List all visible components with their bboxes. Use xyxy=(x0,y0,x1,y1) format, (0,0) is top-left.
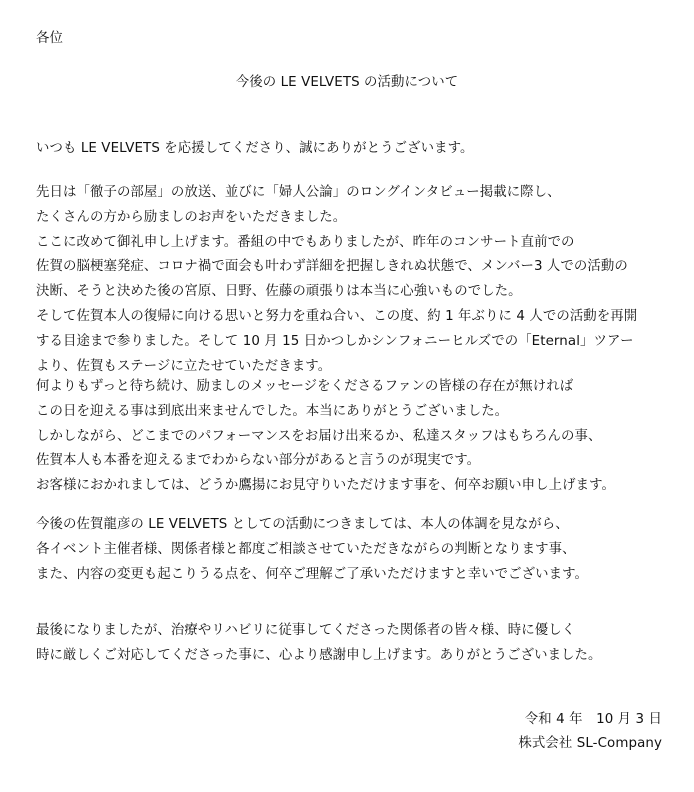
paragraph-line: また、内容の変更も起こりうる点を、何卒ご理解ご了承いただけますと幸いでございます。 xyxy=(36,566,589,582)
paragraph-line: 最後になりましたが、治療やリハビリに従事してくださった関係者の皆々様、時に優しく xyxy=(36,623,576,638)
paragraph-line: しかしながら、どこまでのパフォーマンスをお届け出来るか、私達スタッフはもちろんの事、 xyxy=(36,428,602,444)
paragraph-line: 今後の佐賀龍彦の LE VELVETS としての活動につきましては、本人の体調を見ながら、 xyxy=(36,517,569,532)
paragraph-line: 各イベント主催者様、関係者様と都度ご相談させていただきながらの判断となります事、 xyxy=(36,541,576,557)
paragraph-line: お客様におかれましては、どうか鷹揚にお見守りいただけます事を、何卒お願い申し上げます。 xyxy=(36,478,616,494)
paragraph-greeting xyxy=(36,137,473,162)
paragraph-line: より、佐賀もステージに立たせていただきます。 xyxy=(36,358,332,374)
paragraph-line: する目途まで参りました。そして 10 月 15 日かつしかシンフォニーヒルズでの「Eternal」ツアー xyxy=(36,333,634,349)
paragraph-line: 時に厳しくご対応してくださった事に、心より感謝申し上げます。ありがとうございました。 xyxy=(36,647,602,663)
salutation: 各位 xyxy=(36,31,63,46)
document-date: 令和 4 年 10 月 3 日 xyxy=(524,712,662,727)
paragraph-line: 決断、そうと決めた後の宮原、日野、佐藤の頑張りは本当に心強いものでした。 xyxy=(36,284,522,300)
paragraph-line: いつも LE VELVETS を応援してくださり、誠にありがとうございます。 xyxy=(36,141,474,156)
paragraph-thanks-fans xyxy=(36,375,615,499)
paragraph-line: 佐賀本人も本番を迎えるまでわからない部分があると言うのが現実です。 xyxy=(36,453,481,469)
paragraph-line: 佐賀の脳梗塞発症、コロナ禍で面会も叶わず詳細を把握しきれぬ状態で、メンバー3 人での活動の xyxy=(36,259,628,275)
paragraph-future-activities xyxy=(36,513,588,587)
paragraph-announcement xyxy=(36,181,637,379)
paragraph-line: そして佐賀本人の復帰に向ける思いと努力を重ね合い、この度、約 1 年ぶりに 4 人での活動を再開 xyxy=(36,308,638,324)
paragraph-line: ここに改めて御礼申し上げます。番組の中でもありましたが、昨年のコンサート直前での xyxy=(36,234,575,250)
paragraph-line: 先日は「徹子の部屋」の放送、並びに「婦人公論」のロングインタビュー掲載に際し、 xyxy=(36,185,561,200)
paragraph-line: この日を迎える事は到底出来ませんでした。本当にありがとうございました。 xyxy=(36,403,509,419)
paragraph-line: 何よりもずっと待ち続け、励ましのメッセージをくださるファンの皆様の存在が無ければ xyxy=(36,379,574,394)
company-name: 株式会社 SL-Company xyxy=(518,736,662,751)
document-title: 今後の LE VELVETS の活動について xyxy=(235,75,459,90)
paragraph-line: たくさんの方から励ましのお声をいただきました。 xyxy=(36,209,347,225)
paragraph-closing xyxy=(36,619,602,669)
